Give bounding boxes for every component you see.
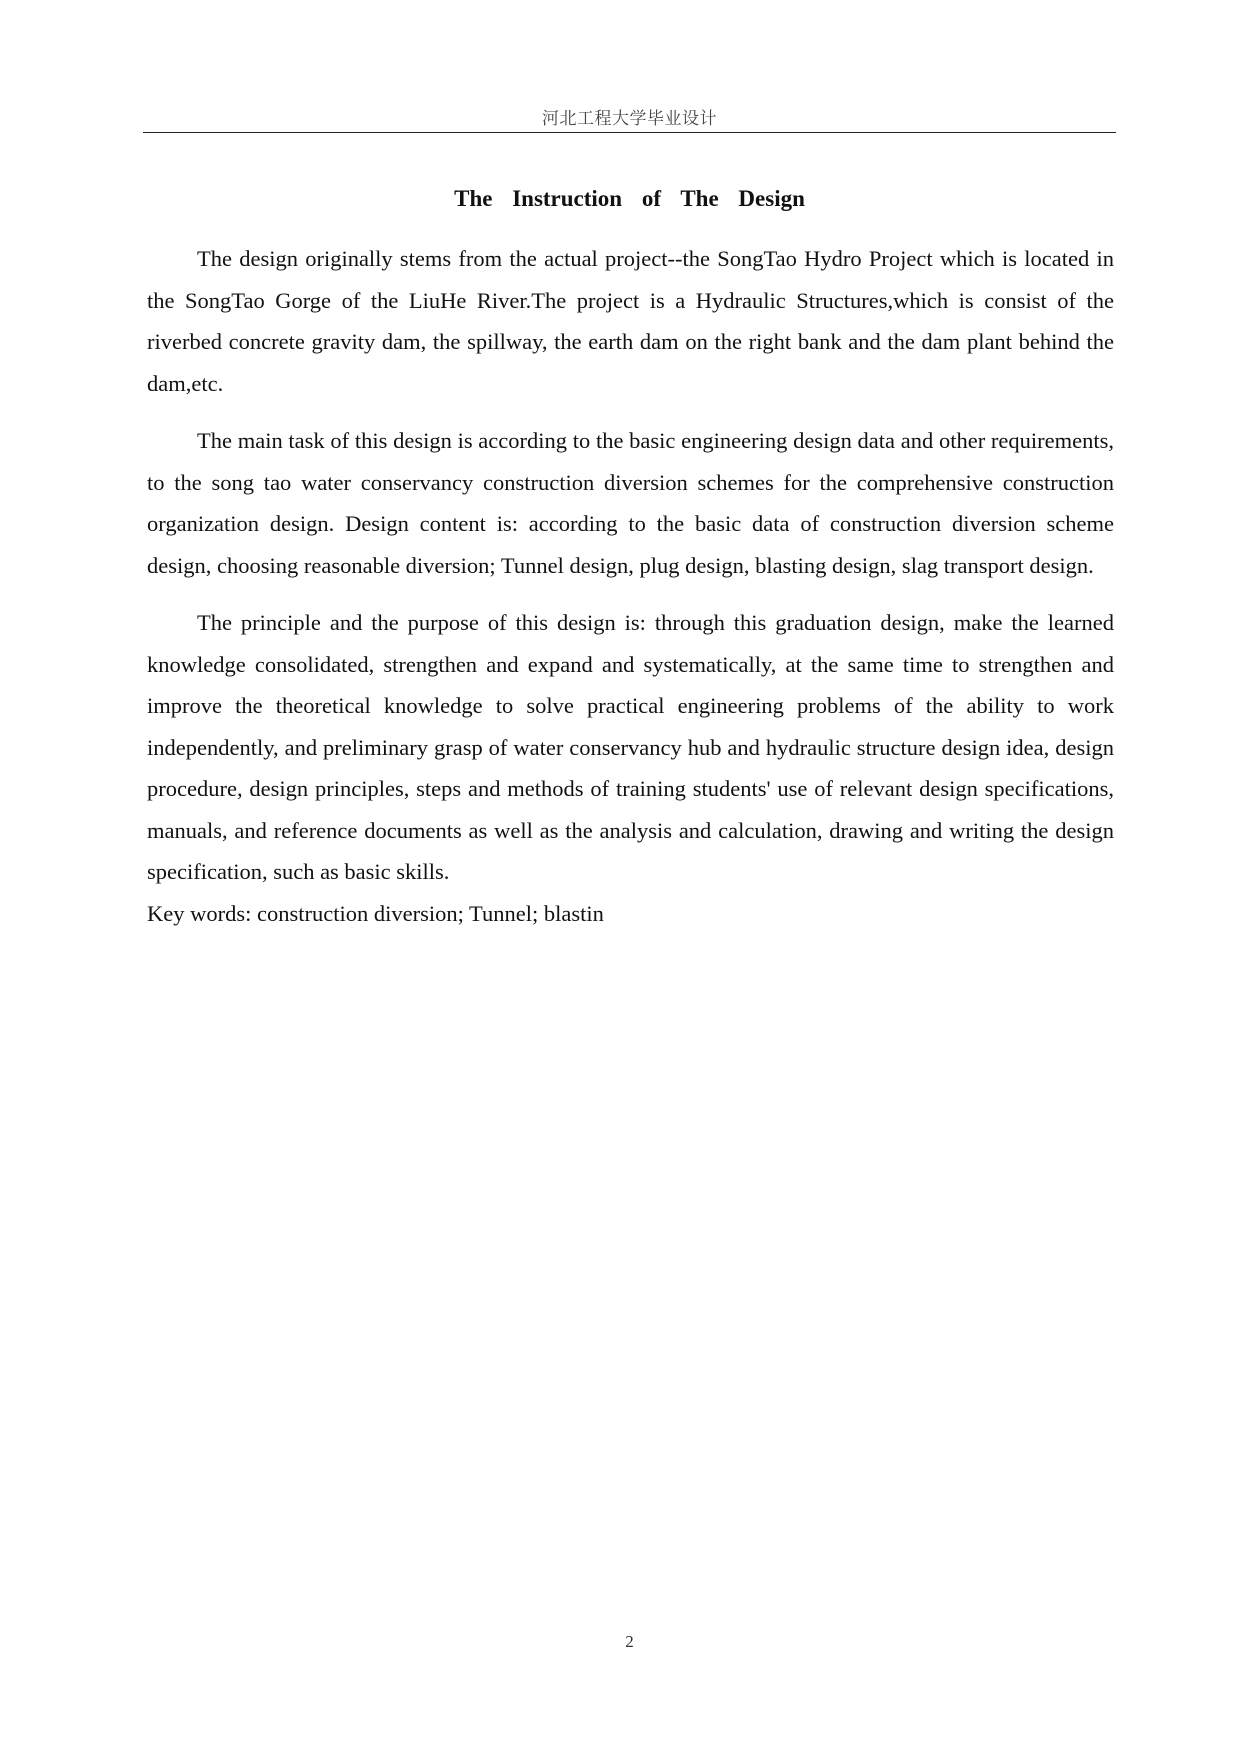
- page-title: The Instruction of The Design: [454, 186, 805, 211]
- page-number: 2: [625, 1632, 634, 1651]
- paragraph-task: The main task of this design is according to the basic engineering design data and other requirements, to the song tao water conservancy construction diversion schemes for the comprehensive construction organization design. Design content is: according to the basic data of construction diversion scheme design, choosing reasonable diversion; Tunnel design, plug design, blasting design, slag transport design.: [147, 428, 1114, 578]
- keywords-line: Key words: construction diversion; Tunnel; blastin: [147, 900, 604, 926]
- paragraph-intro: The design originally stems from the actual project--the SongTao Hydro Project which is located in the SongTao Gorge of the LiuHe River.The project is a Hydraulic Structures,which is consist of the riverbed concrete gravity dam, the spillway, the earth dam on the right bank and the dam plant behind the dam,etc.: [147, 246, 1114, 396]
- body-text: [147, 238, 1114, 950]
- running-header: 河北工程大学毕业设计: [542, 109, 717, 129]
- paragraph-principle: The principle and the purpose of this design is: through this graduation design, make the learned knowledge consolidated, strengthen and expand and systematically, at the same time to strengthen and improve the theoretical knowledge to solve practical engineering problems of the ability to work independently, and preliminary grasp of water conservancy hub and hydraulic structure design idea, design procedure, design principles, steps and methods of training students' use of relevant design specifications, manuals, and reference documents as well as the analysis and calculation, drawing and writing the design specification, such as basic skills.: [147, 610, 1114, 884]
- header-rule: [143, 132, 1116, 133]
